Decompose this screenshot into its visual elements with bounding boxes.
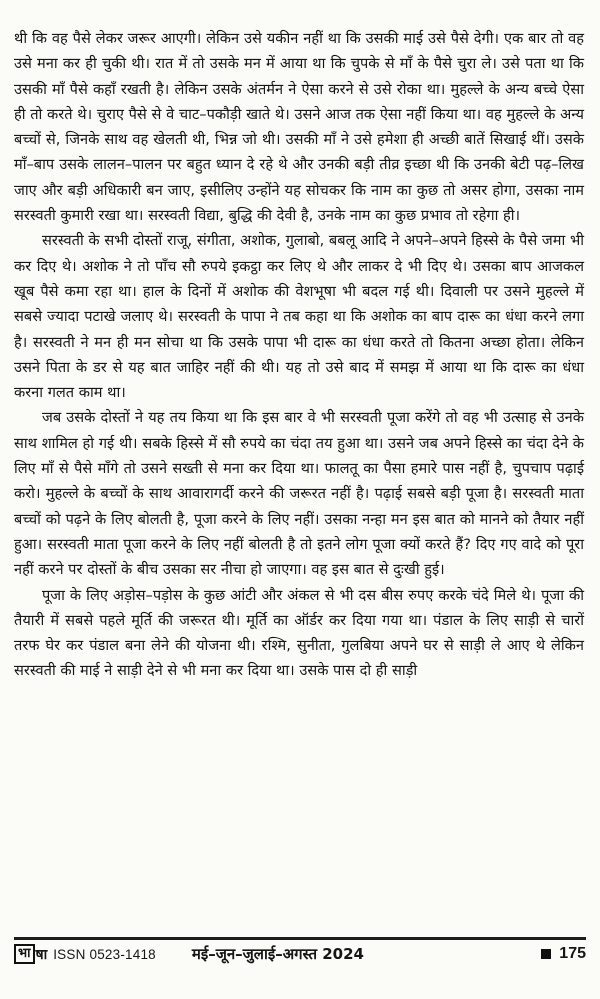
page-number-value: 175 <box>559 945 586 962</box>
issn-number: ISSN 0523-1418 <box>53 946 156 962</box>
page-footer <box>14 937 586 964</box>
paragraph-1: थी कि वह पैसे लेकर जरूर आएगी। लेकिन उसे यकीन नहीं था कि उसकी माई उसे पैसे देगी। एक बार तो वह उसे मना कर ही चुकी थी। रात में तो उसके मन में आया था कि चुपके से माँ के पैसे चुरा ले। उसे पता था कि उसकी माँ पैसे कहाँ रखती है। लेकिन उसके अंतर्मन ने ऐसा करने से उसे रोका था। मुहल्ले के अन्य बच्चे ऐसा ही तो करते थे। चुराए पैसे से वे चाट–पकौड़ी खाते थे। उसने आज तक ऐसा नहीं किया था। वह मुहल्ले के अन्य बच्चों से, जिनके साथ वह खेलती थी, भिन्न जो थी। उसकी माँ ने उसे हमेशा ही अच्छी बातें सिखाई थीं। उसके माँ–बाप उसके लालन–पालन पर बहुत ध्यान दे रहे थे और उनकी बड़ी तीव्र इच्छा थी कि उनकी बेटी पढ़–लिख जाए और बड़ी अधिकारी बन जाए, इसीलिए उन्होंने यह सोचकर कि नाम का कुछ तो असर होगा, उसका नाम सरस्वती कुमारी रखा था। सरस्वती विद्या, बुद्धि की देवी है, उनके नाम का कुछ प्रभाव तो रहेगा ही। <box>14 30 584 225</box>
paragraph-4: पूजा के लिए अड़ोस–पड़ोस के कुछ आंटी और अंकल से भी दस बीस रुपए करके चंदे मिले थे। पूजा की तैयारी में सबसे पहले मूर्ति की जरूरत थी। मूर्ति का ऑर्डर कर दिया गया था। पंडाल के लिए साड़ी से चारों तरफ घेर कर पंडाल बना लेने की योजना थी। रश्मि, सुनीता, गुलबिया अपने घर से साड़ी ले आए थे लेकिन सरस्वती की माई ने साड़ी देने से भी मना कर दिया था। उसके पास दो ही साड़ी <box>14 586 584 680</box>
journal-logo <box>14 944 47 964</box>
paragraph-2: सरस्वती के सभी दोस्तों राजू, संगीता, अशोक, गुलाबो, बबलू आदि ने अपने–अपने हिस्से के पैसे जमा भी कर दिए थे। अशोक ने तो पाँच सौ रुपये इकट्ठा कर लिए थे और लाकर दे भी दिए थे। उसका बाप आजकल खूब पैसे कमा रहा था। हाल के दिनों में अशोक की वेशभूषा भी बदल गई थी। दिवाली पर उसने मुहल्ले में सबसे ज्यादा पटाखे जलाए थे। सरस्वती के पापा ने तब कहा था कि अशोक का बाप दारू का धंधा करने लगा है। सरस्वती ने मन ही मन सोचा था कि उसके पापा भी दारू का धंधा करते तो कितना अच्छा होता। लेकिन उसने पिता के डर से यह बात जाहिर नहीं की थी। यह तो उसे बाद में समझ में आया था कि दारू का धंधा करना गलत काम था। <box>14 232 584 402</box>
article-body <box>14 26 584 684</box>
square-bullet-icon <box>541 949 551 959</box>
issue-date: मई–जून–जुलाई–अगस्त 2024 <box>191 945 364 963</box>
page-number <box>541 945 586 963</box>
logo-letter-box: भा <box>14 944 35 964</box>
logo-letter-rest: षा <box>35 946 48 963</box>
paragraph-3: जब उसके दोस्तों ने यह तय किया था कि इस बार वे भी सरस्वती पूजा करेंगे तो वह भी उत्साह से उनके साथ शामिल हो गई थी। सबके हिस्से में सौ रुपये का चंदा तय हुआ था। उसने जब अपने हिस्से का चंदा देने के लिए माँ से पैसे माँगे तो उसने सख्ती से मना कर दिया था। फालतू का पैसा हमारे पास नहीं है, चुपचाप पढ़ाई करो। मुहल्ले के बच्चों के साथ आवारागर्दी करने की जरूरत नहीं है। पढ़ाई सबसे बड़ी पूजा है। सरस्वती माता बच्चों को पढ़ने के लिए बोलती है, पूजा करने के लिए नहीं। उसका नन्हा मन इस बात को मानने को तैयार नहीं हुआ। सरस्वती माता पूजा करने के लिए नहीं बोलती है तो इतने लोग पूजा क्यों करते हैं? दिए गए वादे को पूरा नहीं करने पर दोस्तों के बीच उसका सर नीचा हो जाएगा। वह इस बात से दुःखी हुई। <box>14 409 584 579</box>
